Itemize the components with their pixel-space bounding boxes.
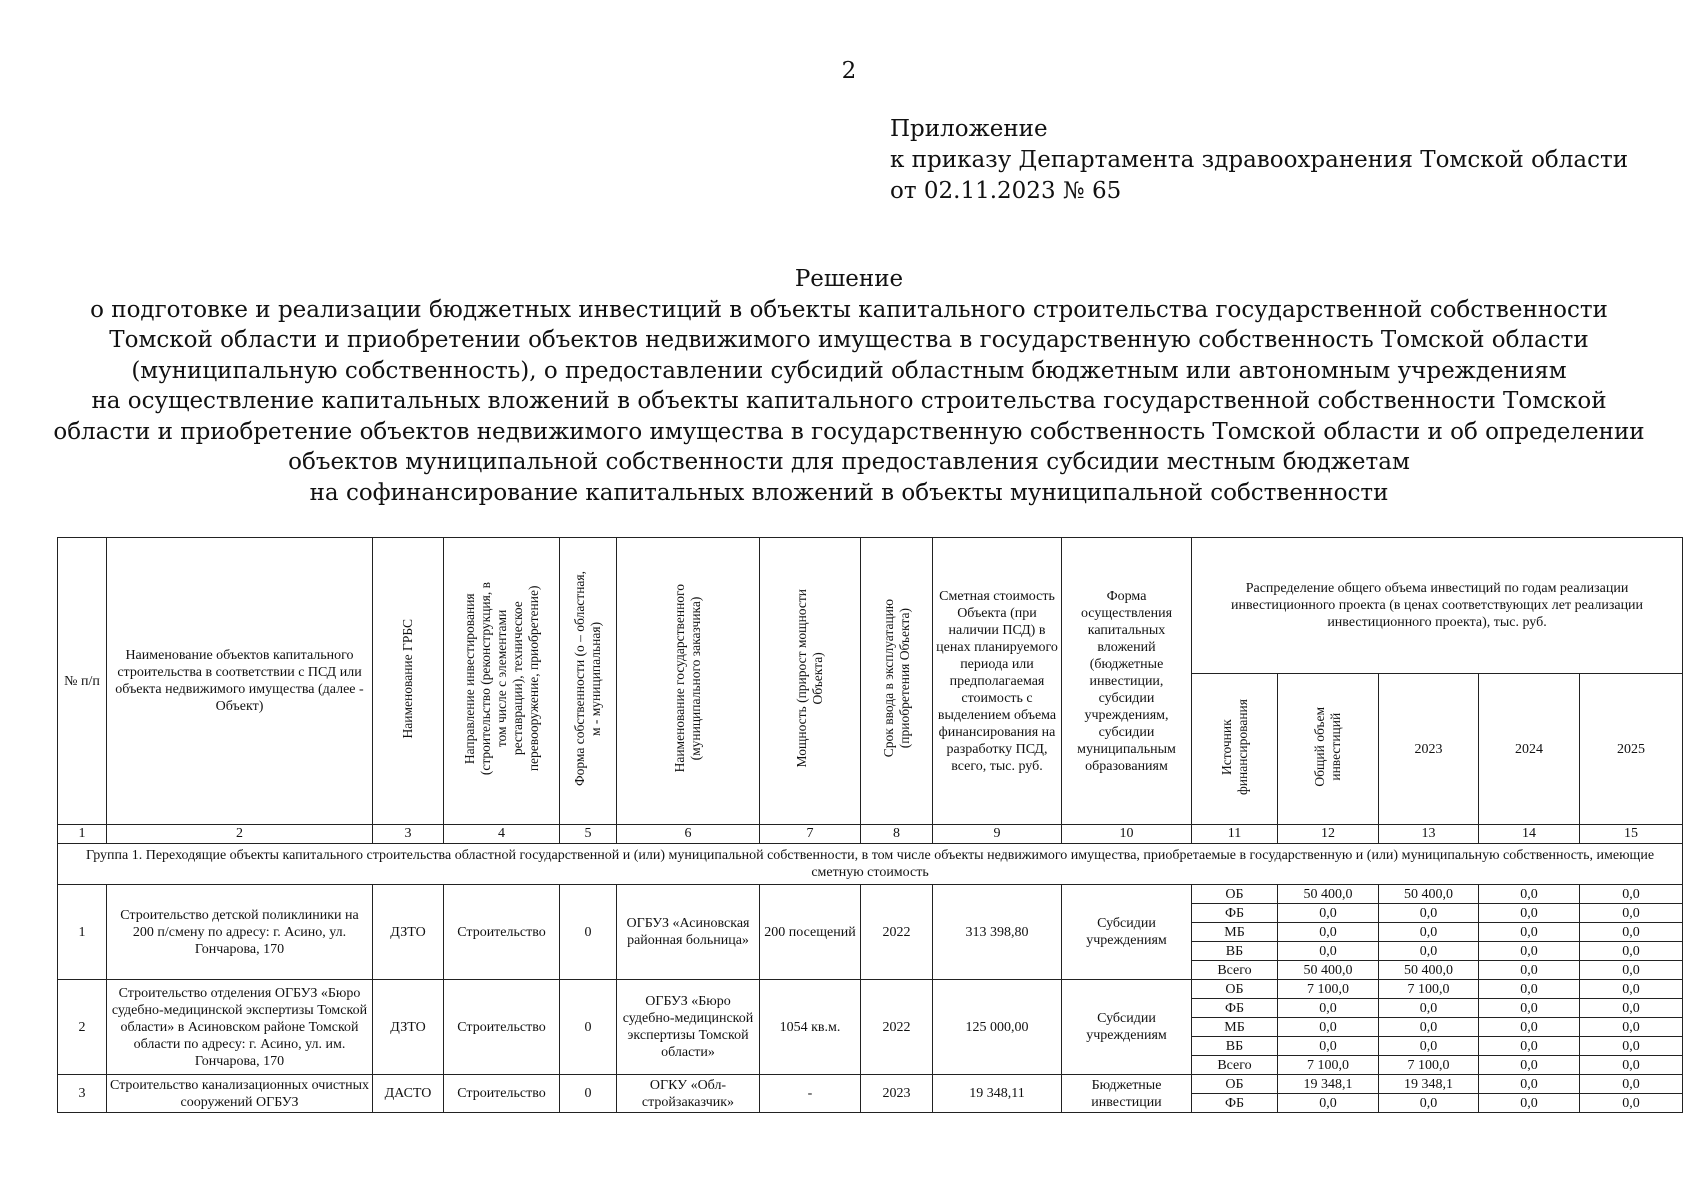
column-number-cell: 10 bbox=[1062, 825, 1192, 844]
header-cell-term bbox=[861, 538, 933, 825]
header-cell-grbs bbox=[373, 538, 444, 825]
capacity-cell: 200 посещений bbox=[760, 885, 861, 980]
financing-y2024-cell: 0,0 bbox=[1479, 999, 1580, 1018]
header-cell-customer bbox=[617, 538, 760, 825]
group-1-title: Группа 1. Переходящие объекты капитального строительства областной государственной и (или) муниципальной собственности, в том числе объекты недвижимого имущества, приобретаемые в государственную и (или) муниципальную собственность, имеющие сметную стоимость bbox=[58, 844, 1683, 885]
header-direction-line: (строительство (реконструкция, в bbox=[477, 581, 493, 776]
header-direction-line: Направление инвестирования bbox=[461, 593, 477, 764]
financing-y2024-cell: 0,0 bbox=[1479, 923, 1580, 942]
title-line: области и приобретение объектов недвижимого имущества в государственную собственность Томской области и об определении bbox=[53, 418, 1645, 445]
estimated-cost-cell: 125 000,00 bbox=[933, 980, 1062, 1075]
financing-src-cell: ОБ bbox=[1192, 1075, 1278, 1094]
financing-y2023-cell: 0,0 bbox=[1379, 1018, 1479, 1037]
grbs-cell: ДЗТО bbox=[373, 885, 444, 980]
column-number-cell: 14 bbox=[1479, 825, 1580, 844]
header-grbs-text: Наименование ГРБС bbox=[400, 618, 415, 739]
financing-y2025-cell: 0,0 bbox=[1580, 961, 1683, 980]
header-cell-ownership bbox=[560, 538, 617, 825]
header-row bbox=[58, 538, 1683, 674]
financing-y2023-cell: 0,0 bbox=[1379, 942, 1479, 961]
financing-y2023-cell: 0,0 bbox=[1379, 904, 1479, 923]
financing-src-cell: ФБ bbox=[1192, 904, 1278, 923]
header-source-text bbox=[1219, 699, 1251, 795]
financing-y2024-cell: 0,0 bbox=[1479, 1075, 1580, 1094]
grbs-cell: ДАСТО bbox=[373, 1075, 444, 1113]
financing-total-cell: 0,0 bbox=[1278, 1037, 1379, 1056]
financing-src-cell: ВБ bbox=[1192, 942, 1278, 961]
customer-cell: ОГКУ «Обл-стройзаказчик» bbox=[617, 1075, 760, 1113]
financing-y2023-cell: 19 348,1 bbox=[1379, 1075, 1479, 1094]
title-line: Томской области и приобретении объектов недвижимого имущества в государственную собственность Томской области bbox=[109, 327, 1589, 353]
header-customer-text bbox=[672, 584, 704, 772]
column-number-cell: 5 bbox=[560, 825, 617, 844]
table-row bbox=[58, 885, 1683, 904]
commission-term-cell: 2023 bbox=[861, 1075, 933, 1113]
header-source-line: финансирования bbox=[1234, 698, 1250, 795]
financing-y2024-cell: 0,0 bbox=[1479, 1018, 1580, 1037]
row-number-cell: 2 bbox=[58, 980, 107, 1075]
header-total-line: инвестиций bbox=[1328, 712, 1343, 781]
grbs-cell: ДЗТО bbox=[373, 980, 444, 1075]
header-cell-2023: 2023 bbox=[1379, 674, 1479, 825]
financing-total-cell: 0,0 bbox=[1278, 999, 1379, 1018]
financing-y2023-cell: 0,0 bbox=[1379, 1037, 1479, 1056]
column-number-cell: 11 bbox=[1192, 825, 1278, 844]
ownership-form-cell: 0 bbox=[560, 1075, 617, 1113]
header-capacity-line: Объекта) bbox=[810, 652, 825, 705]
column-number-cell: 2 bbox=[107, 825, 373, 844]
column-number-cell: 4 bbox=[444, 825, 560, 844]
header-cell-source bbox=[1192, 674, 1278, 825]
financing-y2025-cell: 0,0 bbox=[1580, 904, 1683, 923]
financing-src-cell: ФБ bbox=[1192, 1094, 1278, 1113]
appendix-line-1: Приложение bbox=[890, 116, 1048, 142]
title-line: объектов муниципальной собственности для предоставления субсидии местным бюджетам bbox=[288, 449, 1410, 475]
header-cell-object-name: Наименование объектов капитального строительства в соответствии с ПСД или объекта недвижимого имущества (далее - Объект) bbox=[107, 538, 373, 825]
header-total-line: Общий объем bbox=[1312, 706, 1327, 787]
financing-y2024-cell: 0,0 bbox=[1479, 1056, 1580, 1075]
object-name-cell: Строительство отделения ОГБУЗ «Бюро судебно-медицинской экспертизы Томской области» в Асиновском районе Томской области по адресу: г. Асино, ул. им. Гончарова, 170 bbox=[107, 980, 373, 1075]
financing-y2025-cell: 0,0 bbox=[1580, 1056, 1683, 1075]
financing-total-cell: 50 400,0 bbox=[1278, 885, 1379, 904]
investment-form-cell: Бюджетные инвестиции bbox=[1062, 1075, 1192, 1113]
header-cell-2024: 2024 bbox=[1479, 674, 1580, 825]
financing-src-cell: ОБ bbox=[1192, 885, 1278, 904]
customer-cell: ОГБУЗ «Асиновская районная больница» bbox=[617, 885, 760, 980]
header-total-text bbox=[1312, 707, 1344, 787]
title-line: о подготовке и реализации бюджетных инвестиций в объекты капитального строительства государственной собственности bbox=[90, 296, 1608, 323]
header-direction-text bbox=[462, 582, 542, 775]
financing-y2025-cell: 0,0 bbox=[1580, 1094, 1683, 1113]
column-number-row bbox=[58, 825, 1683, 844]
header-cell-distribution: Распределение общего объема инвестиций по годам реализации инвестиционного проекта (в ценах соответствующих лет реализации инвестиционного проекта), тыс. руб. bbox=[1192, 538, 1683, 674]
column-number-cell: 12 bbox=[1278, 825, 1379, 844]
financing-total-cell: 0,0 bbox=[1278, 904, 1379, 923]
financing-src-cell: МБ bbox=[1192, 1018, 1278, 1037]
estimated-cost-cell: 313 398,80 bbox=[933, 885, 1062, 980]
financing-src-cell: Всего bbox=[1192, 961, 1278, 980]
financing-y2025-cell: 0,0 bbox=[1580, 1037, 1683, 1056]
header-source-line: Источник bbox=[1218, 718, 1234, 775]
financing-total-cell: 50 400,0 bbox=[1278, 961, 1379, 980]
investment-form-cell: Субсидии учреждениям bbox=[1062, 885, 1192, 980]
commission-term-cell: 2022 bbox=[861, 885, 933, 980]
header-term-text bbox=[881, 599, 913, 757]
object-name-cell: Строительство канализационных очистных сооружений ОГБУЗ bbox=[107, 1075, 373, 1113]
document-title bbox=[0, 264, 1698, 508]
header-ownership-text bbox=[572, 571, 604, 786]
financing-y2023-cell: 0,0 bbox=[1379, 1094, 1479, 1113]
financing-total-cell: 0,0 bbox=[1278, 923, 1379, 942]
column-number-cell: 7 bbox=[760, 825, 861, 844]
header-cell-capacity bbox=[760, 538, 861, 825]
object-name-cell: Строительство детской поликлиники на 200 п/смену по адресу: г. Асино, ул. Гончарова, 170 bbox=[107, 885, 373, 980]
header-customer-line: (муниципального заказчика) bbox=[688, 596, 703, 761]
commission-term-cell: 2022 bbox=[861, 980, 933, 1075]
title-line: (муниципальную собственность), о предоставлении субсидий областным бюджетным или автономным учреждениям bbox=[131, 357, 1567, 384]
financing-y2023-cell: 50 400,0 bbox=[1379, 961, 1479, 980]
financing-y2024-cell: 0,0 bbox=[1479, 885, 1580, 904]
header-capacity-line: Мощность (прирост мощности bbox=[794, 589, 809, 768]
estimated-cost-cell: 19 348,11 bbox=[933, 1075, 1062, 1113]
customer-cell: ОГБУЗ «Бюро судебно-медицинской экспертизы Томской области» bbox=[617, 980, 760, 1075]
header-direction-line: перевооружение, приобретение) bbox=[525, 585, 541, 772]
financing-y2023-cell: 0,0 bbox=[1379, 999, 1479, 1018]
financing-total-cell: 0,0 bbox=[1278, 1018, 1379, 1037]
capacity-cell: - bbox=[760, 1075, 861, 1113]
header-cell-cost: Сметная стоимость Объекта (при наличии ПСД) в ценах планируемого периода или предполагаемая стоимость с выделением объема финансирования на разработку ПСД, всего, тыс. руб. bbox=[933, 538, 1062, 825]
financing-y2024-cell: 0,0 bbox=[1479, 1094, 1580, 1113]
financing-y2025-cell: 0,0 bbox=[1580, 923, 1683, 942]
financing-src-cell: ВБ bbox=[1192, 1037, 1278, 1056]
title-line: на осуществление капитальных вложений в объекты капитального строительства государственной собственности Томской bbox=[91, 388, 1607, 414]
column-number-cell: 3 bbox=[373, 825, 444, 844]
financing-y2024-cell: 0,0 bbox=[1479, 961, 1580, 980]
ownership-form-cell: 0 bbox=[560, 885, 617, 980]
appendix-line-2: к приказу Департамента здравоохранения Томской области bbox=[890, 147, 1629, 173]
financing-y2025-cell: 0,0 bbox=[1580, 885, 1683, 904]
capacity-cell: 1054 кв.м. bbox=[760, 980, 861, 1075]
row-number-cell: 1 bbox=[58, 885, 107, 980]
header-direction-line: том числе с элементами bbox=[493, 609, 509, 748]
investment-form-cell: Субсидии учреждениям bbox=[1062, 980, 1192, 1075]
financing-total-cell: 7 100,0 bbox=[1278, 980, 1379, 999]
financing-y2025-cell: 0,0 bbox=[1580, 942, 1683, 961]
financing-y2025-cell: 0,0 bbox=[1580, 999, 1683, 1018]
financing-y2023-cell: 7 100,0 bbox=[1379, 980, 1479, 999]
page-number: 2 bbox=[841, 58, 857, 84]
financing-y2025-cell: 0,0 bbox=[1580, 1018, 1683, 1037]
header-cell-form: Форма осуществления капитальных вложений (бюджетные инвестиции, субсидии учреждениям, субсидии муниципальным образованиям bbox=[1062, 538, 1192, 825]
financing-src-cell: ФБ bbox=[1192, 999, 1278, 1018]
column-number-cell: 15 bbox=[1580, 825, 1683, 844]
row-number-cell: 3 bbox=[58, 1075, 107, 1113]
header-ownership-line: м - муниципальная) bbox=[588, 621, 603, 736]
table-row bbox=[58, 1075, 1683, 1094]
header-cell-num: № п/п bbox=[58, 538, 107, 825]
financing-total-cell: 7 100,0 bbox=[1278, 1056, 1379, 1075]
investment-table bbox=[57, 537, 1683, 1113]
financing-y2023-cell: 0,0 bbox=[1379, 923, 1479, 942]
financing-y2024-cell: 0,0 bbox=[1479, 1037, 1580, 1056]
financing-y2025-cell: 0,0 bbox=[1580, 980, 1683, 999]
column-number-cell: 1 bbox=[58, 825, 107, 844]
direction-cell: Строительство bbox=[444, 980, 560, 1075]
header-direction-line: реставрации), техническое bbox=[509, 601, 525, 756]
financing-y2024-cell: 0,0 bbox=[1479, 904, 1580, 923]
title-heading: Решение bbox=[794, 266, 904, 292]
table-row bbox=[58, 980, 1683, 999]
financing-y2024-cell: 0,0 bbox=[1479, 980, 1580, 999]
financing-y2024-cell: 0,0 bbox=[1479, 942, 1580, 961]
column-number-cell: 8 bbox=[861, 825, 933, 844]
appendix-line-3: от 02.11.2023 № 65 bbox=[890, 178, 1122, 204]
column-number-cell: 6 bbox=[617, 825, 760, 844]
financing-y2023-cell: 7 100,0 bbox=[1379, 1056, 1479, 1075]
header-capacity-text bbox=[794, 589, 826, 767]
financing-y2023-cell: 50 400,0 bbox=[1379, 885, 1479, 904]
header-cell-2025: 2025 bbox=[1580, 674, 1683, 825]
financing-total-cell: 0,0 bbox=[1278, 1094, 1379, 1113]
header-ownership-line: Форма собственности (о – областная, bbox=[572, 570, 587, 787]
header-term-line: Срок ввода в эксплуатацию bbox=[880, 599, 896, 758]
financing-src-cell: Всего bbox=[1192, 1056, 1278, 1075]
ownership-form-cell: 0 bbox=[560, 980, 617, 1075]
group-row bbox=[58, 844, 1683, 885]
direction-cell: Строительство bbox=[444, 885, 560, 980]
header-cell-total bbox=[1278, 674, 1379, 825]
header-term-line: (приобретения Объекта) bbox=[896, 608, 912, 749]
financing-src-cell: ОБ bbox=[1192, 980, 1278, 999]
financing-total-cell: 19 348,1 bbox=[1278, 1075, 1379, 1094]
direction-cell: Строительство bbox=[444, 1075, 560, 1113]
header-cell-direction bbox=[444, 538, 560, 825]
column-number-cell: 9 bbox=[933, 825, 1062, 844]
title-line: на софинансирование капитальных вложений в объекты муниципальной собственности bbox=[309, 479, 1389, 506]
header-customer-line: Наименование государственного bbox=[672, 584, 687, 773]
appendix-block bbox=[890, 114, 1628, 207]
financing-src-cell: МБ bbox=[1192, 923, 1278, 942]
financing-y2025-cell: 0,0 bbox=[1580, 1075, 1683, 1094]
column-number-cell: 13 bbox=[1379, 825, 1479, 844]
financing-total-cell: 0,0 bbox=[1278, 942, 1379, 961]
